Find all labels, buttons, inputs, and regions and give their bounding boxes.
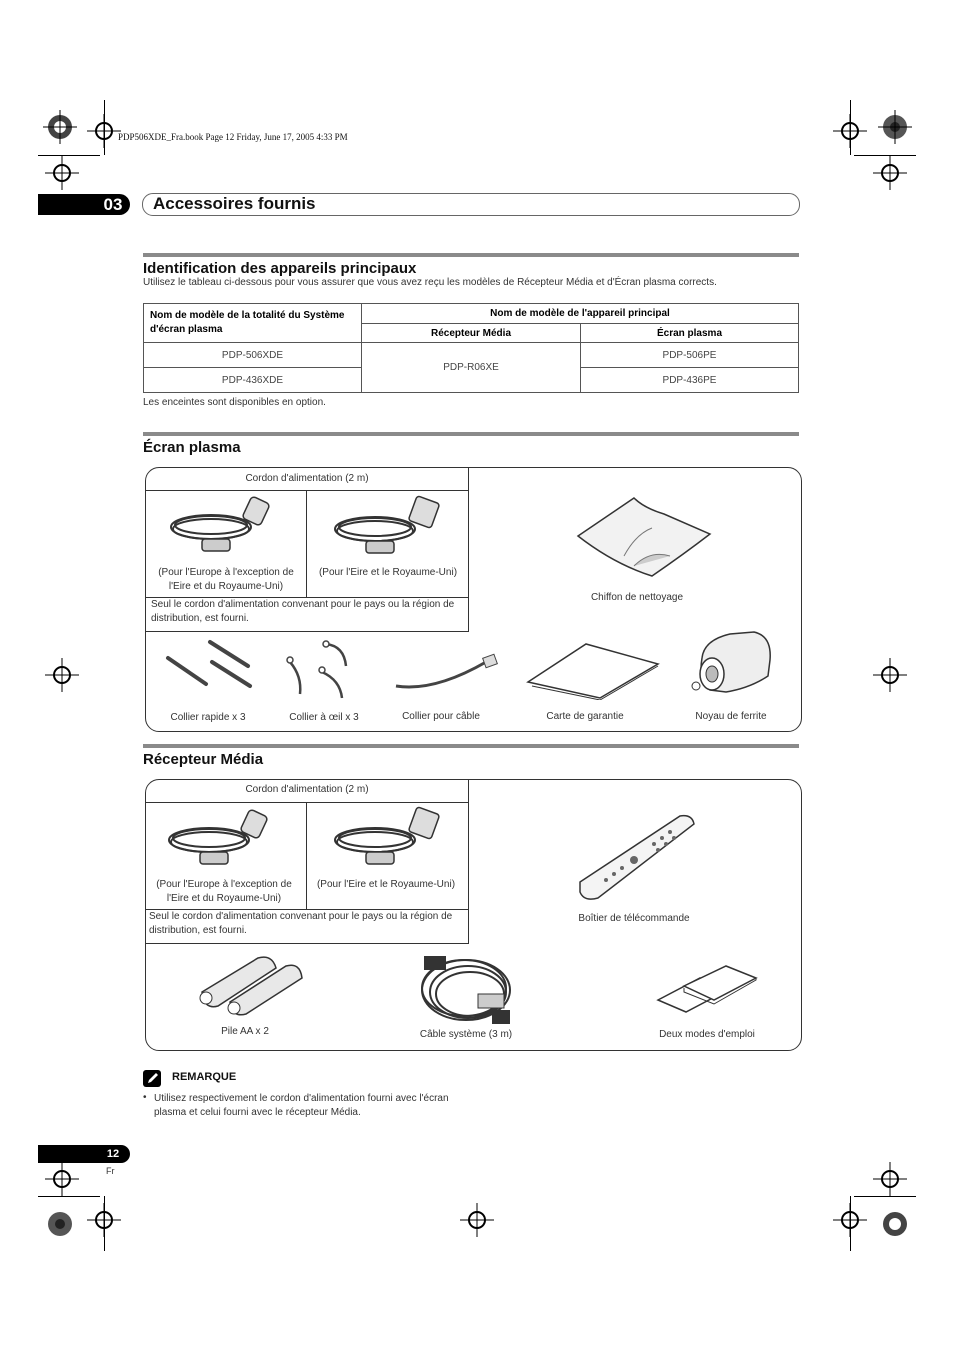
power-cord-europe-icon xyxy=(166,493,286,555)
registration-mark-icon xyxy=(873,658,907,692)
cord-uk-label: (Pour l'Eire et le Royaume-Uni) xyxy=(318,567,458,578)
cord-title: Cordon d'alimentation (2 m) xyxy=(245,473,369,484)
quick-clamp-icon xyxy=(160,636,260,692)
cord-title: Cordon d'alimentation (2 m) xyxy=(245,784,369,795)
table-cell: PDP-436XDE xyxy=(144,368,362,393)
section-title-plasma: Écran plasma xyxy=(143,439,241,456)
table-header-receiver: Récepteur Média xyxy=(362,324,581,343)
table-header-screen: Écran plasma xyxy=(581,324,799,343)
crop-line xyxy=(854,155,916,156)
registration-mark-icon xyxy=(45,658,79,692)
table-header-system: Nom de modèle de la totalité du Système d'écran plasma xyxy=(144,304,362,343)
item-label: Collier à œil x 3 xyxy=(289,712,359,723)
bead-band-icon xyxy=(282,636,372,702)
remote-control-icon xyxy=(574,810,698,904)
item-label: Carte de garantie xyxy=(546,711,624,722)
power-cord-europe-icon xyxy=(164,806,284,868)
cord-note: Seul le cordon d'alimentation convenant pour le pays ou la région de distribution, est fourni. xyxy=(149,911,453,936)
crop-line xyxy=(104,1196,105,1251)
model-table xyxy=(143,303,799,393)
registration-mark-icon xyxy=(45,1162,79,1196)
warranty-card-icon xyxy=(526,642,662,700)
registration-mark-icon xyxy=(878,110,912,144)
cleaning-cloth-icon xyxy=(574,494,714,580)
power-cord-uk-icon xyxy=(330,495,450,557)
item-label: Noyau de ferrite xyxy=(695,711,767,722)
crop-line xyxy=(104,100,105,155)
bullet: • xyxy=(143,1092,147,1103)
note-title: REMARQUE xyxy=(172,1071,237,1083)
item-label: Collier pour câble xyxy=(402,711,480,722)
table-cell: PDP-506XDE xyxy=(144,343,362,368)
item-label: Deux modes d'emploi xyxy=(659,1029,755,1040)
cable-tie-icon xyxy=(394,652,504,692)
remote-control-label: Boîtier de télécommande xyxy=(578,913,690,924)
book-info: PDP506XDE_Fra.book Page 12 Friday, June 17, 2005 4:33 PM xyxy=(118,132,348,142)
table-footnote: Les enceintes sont disponibles en option. xyxy=(143,397,326,408)
crop-line xyxy=(850,100,851,155)
registration-mark-icon xyxy=(43,110,77,144)
section-divider xyxy=(143,432,799,436)
registration-mark-icon xyxy=(873,1162,907,1196)
cord-note: Seul le cordon d'alimentation convenant pour le pays ou la région de distribution, est fourni. xyxy=(151,599,455,624)
page-language: Fr xyxy=(106,1166,115,1176)
page-number: 12 xyxy=(106,1148,120,1160)
identification-intro: Utilisez le tableau ci-dessous pour vous assurer que vous avez reçu les modèles de Récepteur Média et d'Écran plasma corrects. xyxy=(143,277,717,288)
table-cell: PDP-R06XE xyxy=(362,343,581,393)
power-cord-uk-icon xyxy=(330,806,450,868)
registration-mark-icon xyxy=(460,1203,494,1237)
note-pencil-icon xyxy=(143,1070,161,1087)
section-title-identification: Identification des appareils principaux xyxy=(143,260,417,277)
crop-line xyxy=(854,1196,916,1197)
table-cell: PDP-436PE xyxy=(581,368,799,393)
cord-europe-label: (Pour l'Europe à l'exception de l'Eire et du Royaume-Uni) xyxy=(156,879,292,904)
chapter-title: Accessoires fournis xyxy=(153,194,316,213)
item-label: Collier rapide x 3 xyxy=(170,712,246,723)
item-label: Câble système (3 m) xyxy=(419,1029,513,1040)
registration-mark-icon xyxy=(45,156,79,190)
item-label: Pile AA x 2 xyxy=(221,1026,269,1037)
ferrite-core-icon xyxy=(690,628,774,698)
aa-batteries-icon xyxy=(192,952,304,1018)
table-header-group: Nom de modèle de l'appareil principal xyxy=(362,304,799,324)
registration-mark-icon xyxy=(43,1207,77,1241)
registration-mark-icon xyxy=(878,1207,912,1241)
crop-line xyxy=(38,155,100,156)
system-cable-icon xyxy=(418,950,522,1030)
section-divider xyxy=(143,253,799,257)
crop-line xyxy=(38,1196,100,1197)
note-text: Utilisez respectivement le cordon d'alimentation fourni avec l'écran plasma et celui fourni avec le récepteur Média. xyxy=(154,1093,449,1118)
cord-europe-label: (Pour l'Europe à l'exception de l'Eire et du Royaume-Uni) xyxy=(158,567,294,592)
manuals-icon xyxy=(656,964,758,1014)
crop-line xyxy=(850,1196,851,1251)
registration-mark-icon xyxy=(873,156,907,190)
section-title-receiver: Récepteur Média xyxy=(143,751,264,768)
cord-uk-label: (Pour l'Eire et le Royaume-Uni) xyxy=(316,879,456,890)
chapter-number: 03 xyxy=(103,195,123,214)
table-cell: PDP-506PE xyxy=(581,343,799,368)
section-divider xyxy=(143,744,799,748)
cleaning-cloth-label: Chiffon de nettoyage xyxy=(590,592,684,603)
